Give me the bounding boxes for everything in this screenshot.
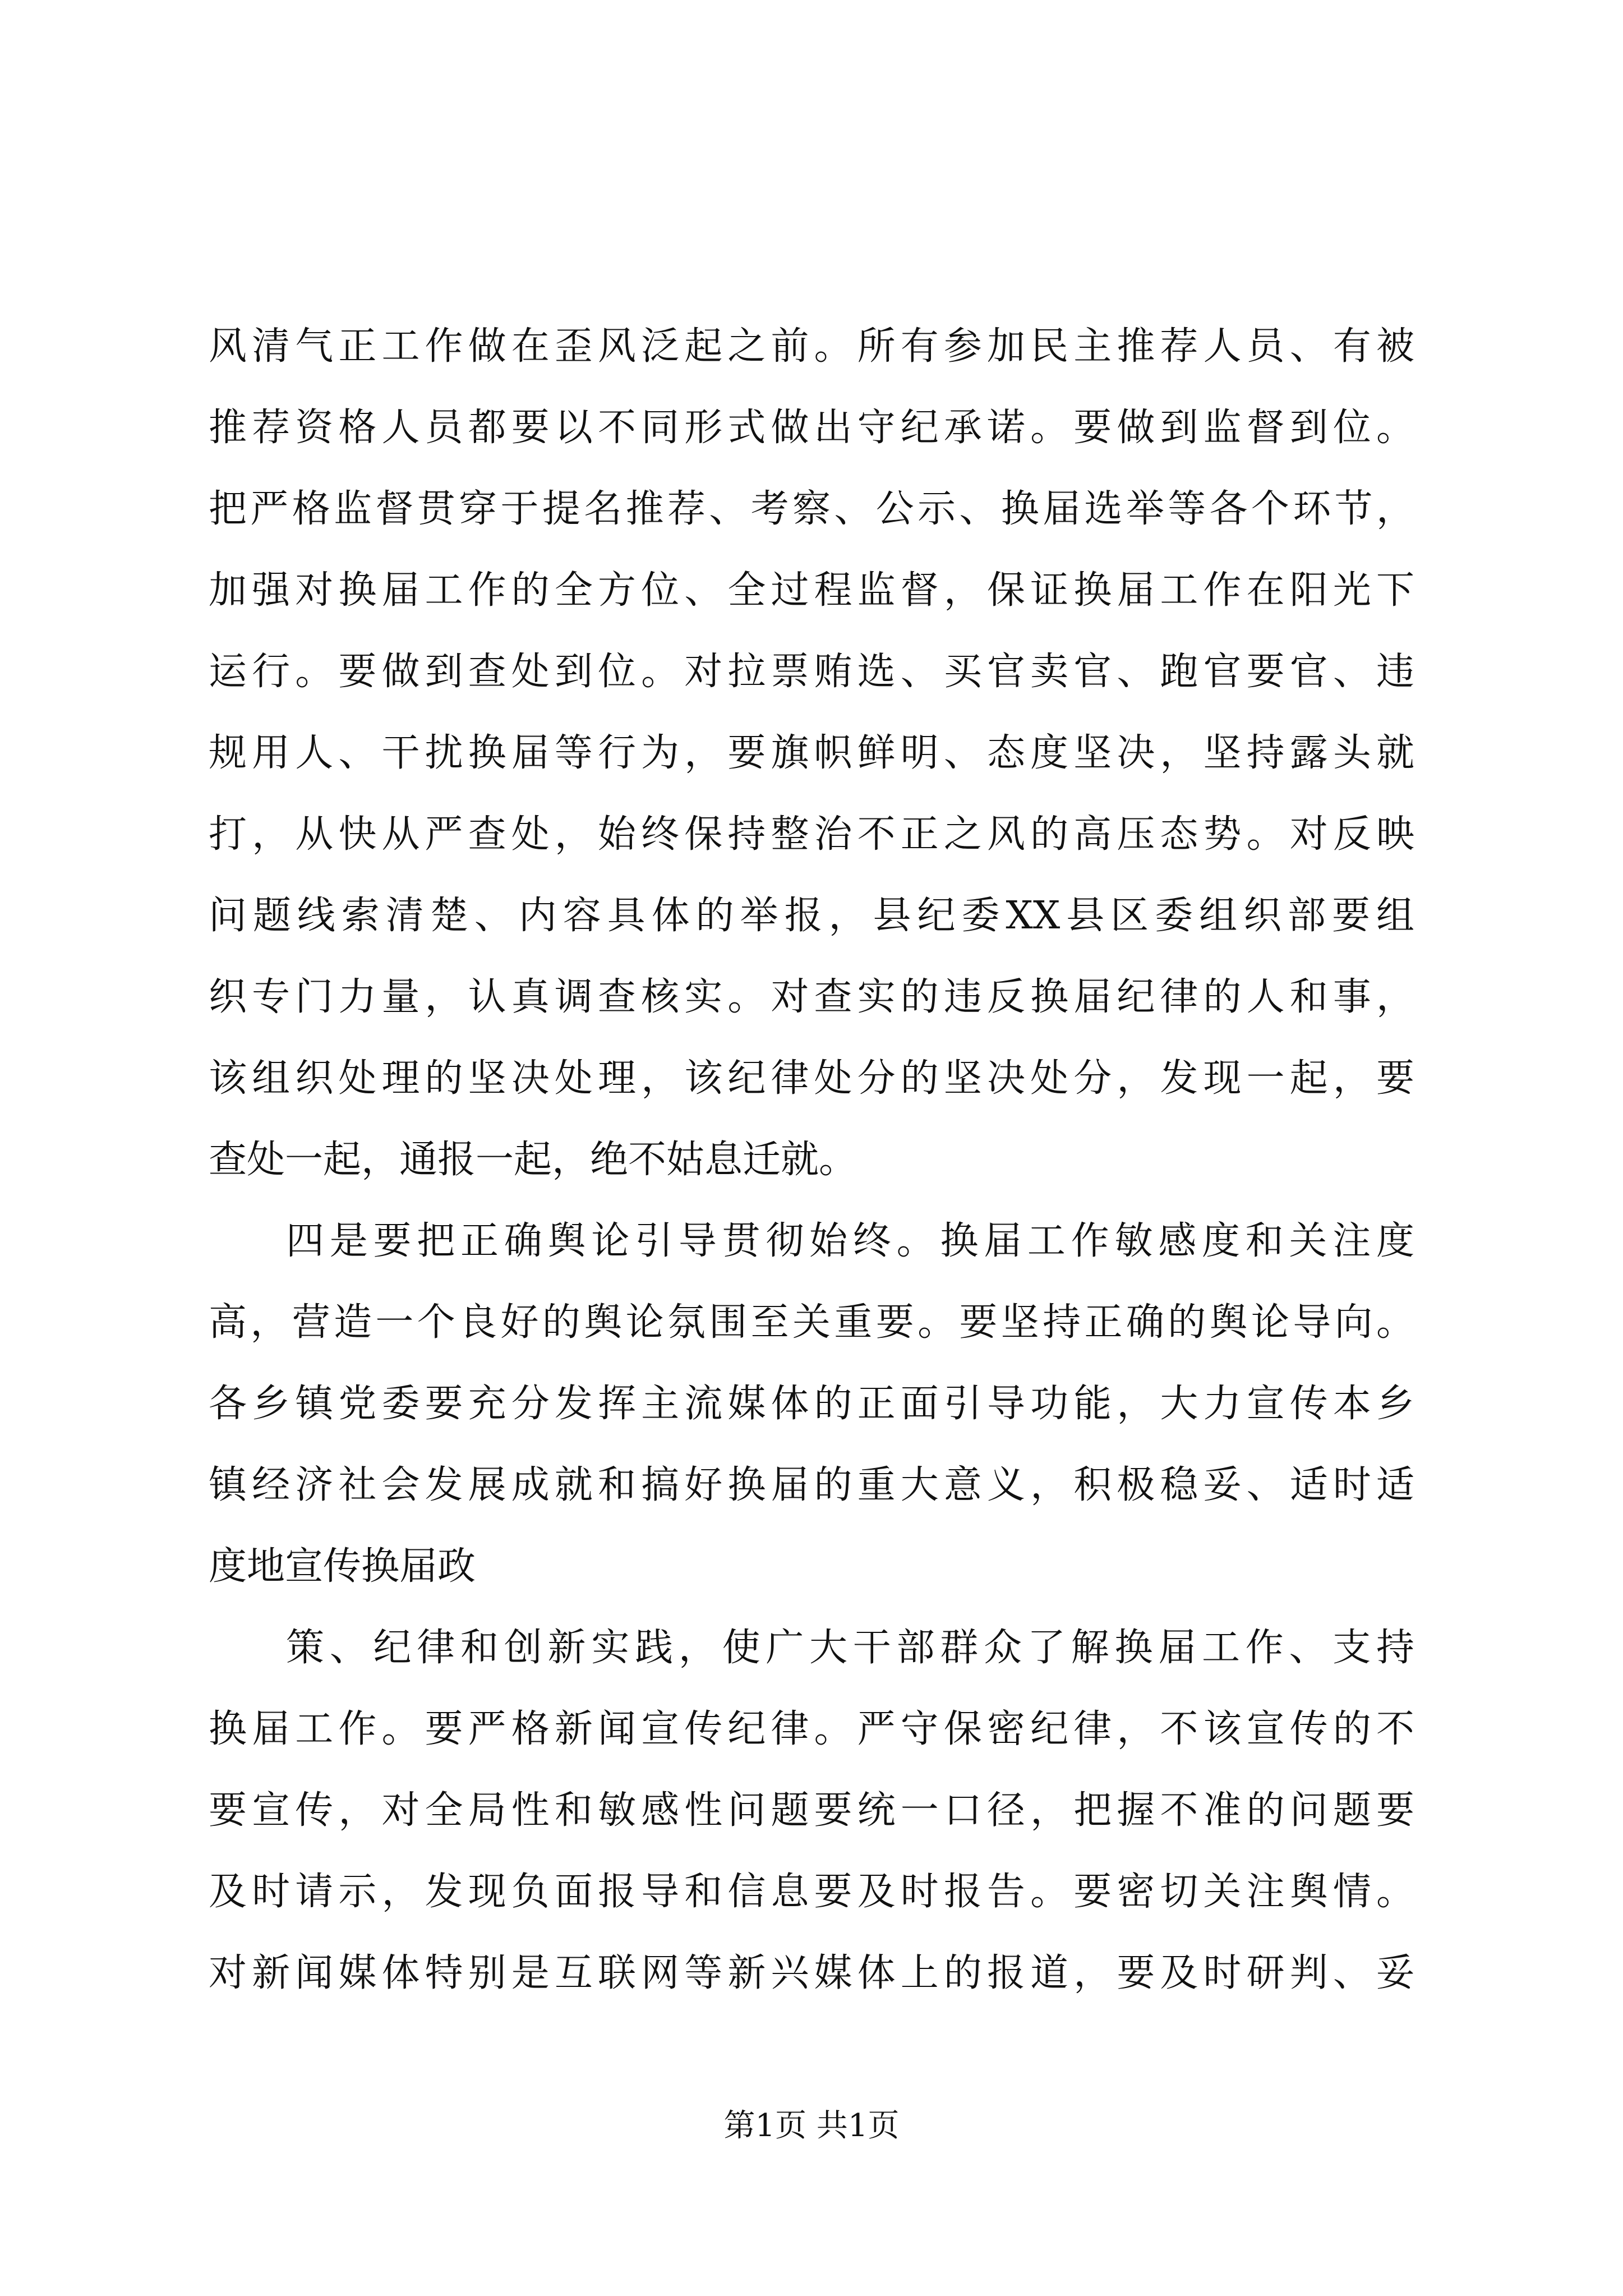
page-footer: 第1页 共1页 [723, 2108, 900, 2144]
text-line: 镇经济社会发展成就和搞好换届的重大意义，积极稳妥、适时适 [209, 1463, 1414, 1507]
text-line: 问题线索清楚、内容具体的举报，县纪委XX县区委组织部要组 [209, 894, 1414, 938]
text-line: 高，营造一个良好的舆论氛围至关重要。要坚持正确的舆论导向。 [209, 1300, 1414, 1345]
text-line: 查处一起，通报一起，绝不姑息迁就。 [209, 1138, 857, 1182]
text-line: 四是要把正确舆论引导贯彻始终。换届工作敏感度和关注度 [286, 1219, 1414, 1263]
text-line: 运行。要做到查处到位。对拉票贿选、买官卖官、跑官要官、违 [209, 650, 1414, 694]
text-line: 度地宣传换届政 [209, 1544, 476, 1589]
text-line: 加强对换届工作的全方位、全过程监督，保证换届工作在阳光下 [209, 568, 1414, 613]
text-line: 规用人、干扰换届等行为，要旗帜鲜明、态度坚决，坚持露头就 [209, 731, 1414, 775]
text-line: 换届工作。要严格新闻宣传纪律。严守保密纪律，不该宣传的不 [209, 1707, 1414, 1751]
text-line: 打，从快从严查处，始终保持整治不正之风的高压态势。对反映 [209, 812, 1414, 857]
text-line: 推荐资格人员都要以不同形式做出守纪承诺。要做到监督到位。 [209, 406, 1414, 450]
text-line: 把严格监督贯穿于提名推荐、考察、公示、换届选举等各个环节， [209, 487, 1414, 531]
text-line: 风清气正工作做在歪风泛起之前。所有参加民主推荐人员、有被 [209, 324, 1414, 369]
document-body [209, 306, 1414, 2014]
text-line: 织专门力量，认真调查核实。对查实的违反换届纪律的人和事， [209, 975, 1414, 1019]
text-line: 该组织处理的坚决处理，该纪律处分的坚决处分，发现一起，要 [209, 1056, 1414, 1101]
text-line: 及时请示，发现负面报导和信息要及时报告。要密切关注舆情。 [209, 1870, 1414, 1914]
text-line: 要宣传，对全局性和敏感性问题要统一口径，把握不准的问题要 [209, 1788, 1414, 1833]
text-line: 策、纪律和创新实践，使广大干部群众了解换届工作、支持 [286, 1626, 1414, 1670]
text-line: 对新闻媒体特别是互联网等新兴媒体上的报道，要及时研判、妥 [209, 1951, 1414, 1995]
text-line: 各乡镇党委要充分发挥主流媒体的正面引导功能，大力宣传本乡 [209, 1382, 1414, 1426]
